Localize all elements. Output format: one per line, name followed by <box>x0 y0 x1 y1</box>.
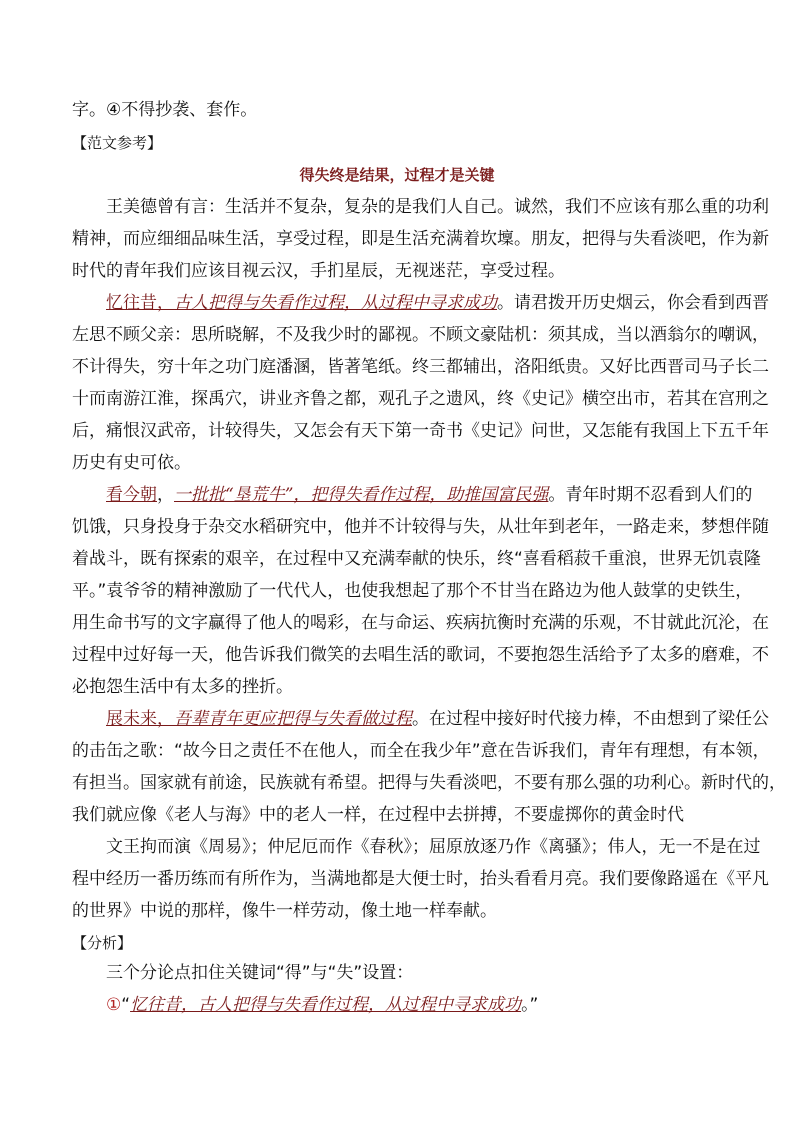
paragraph-3-line-6: 过程中过好每一天，他告诉我们微笑的去唱生活的歌词，不要抱怨生活给予了太多的磨难，不 <box>72 645 769 665</box>
paragraph-3-line-7: 必抱怨生活中有太多的挫折。 <box>72 677 293 697</box>
paragraph-1-line-2: 精神，而应细细品味生活，享受过程，即是生活充满着坎壈。朋友，把得与失看淡吧，作为新 <box>72 229 769 249</box>
analysis-line-1: 三个分论点扣住关键词“得”与“失”设置： <box>106 963 414 983</box>
paragraph-1-line-3: 时代的青年我们应该目视云汉，手扪星辰，无视迷茫，享受过程。 <box>72 261 565 281</box>
thesis-point-2: 一批批“垦荒牛”，把得失看作过程，助推国富民强 <box>174 485 549 505</box>
requirement-line: 字。④不得抄袭、套作。 <box>72 100 258 120</box>
paragraph-2-line-2: 左思不顾父亲：思所晓解，不及我少时的鄙视。不顾文豪陆机：须其成，当以酒翁尔的嘲讽， <box>72 325 769 345</box>
close-quote: 。” <box>521 995 539 1015</box>
thesis-point-3: 吾辈青年更应把得与失看做过程 <box>174 709 412 729</box>
paragraph-4-line-4: 我们就应像《老人与海》中的老人一样，在过程中去拼搏，不要虚掷你的黄金时代 <box>72 805 684 825</box>
paragraph-2-line-6: 历史有史可依。 <box>72 453 191 473</box>
thesis-point-1: 古人把得与失看作过程，从过程中寻求成功 <box>174 293 497 313</box>
open-quote: “ <box>121 995 131 1015</box>
paragraph-3-line-3: 着战斗，既有探索的艰辛，在过程中又充满奉献的快乐，终“喜看稻菽千重浪，世界无饥袁隆 <box>72 549 761 569</box>
highlight-past: 忆往昔， <box>106 293 174 313</box>
section-heading-reference: 【范文参考】 <box>72 134 163 152</box>
circled-number-one: ① <box>106 995 122 1015</box>
analysis-line-2 <box>106 994 732 1016</box>
highlight-present: 看今朝 <box>106 485 157 505</box>
paragraph-1-line-1: 王美德曾有言：生活并不复杂，复杂的是我们人自己。诚然，我们不应该有那么重的功利 <box>106 197 769 217</box>
paragraph-5-line-3: 的世界》中说的那样，像牛一样劳动，像土地一样奉献。 <box>72 901 497 921</box>
paragraph-2-line-4: 十而南游江淮，探禹穴，讲业齐鲁之都，观孔子之遗风，终《史记》横空出市，若其在宫刑之 <box>72 389 769 409</box>
paragraph-4-line-1 <box>106 708 769 730</box>
comma: ， <box>157 485 174 505</box>
paragraph-3-line-5: 用生命书写的文字赢得了他人的喝彩，在与命运、疾病抗衡时充满的乐观，不甘就此沉沦，在 <box>72 613 769 633</box>
paragraph-3-line-1-rest: 。青年时期不忍看到人们的 <box>548 485 753 505</box>
essay-title: 得失终是结果，过程才是关键 <box>299 166 495 184</box>
paragraph-3-line-1 <box>106 484 753 506</box>
paragraph-2-line-3: 不计得失，穷十年之功门庭潘溷，皆著笔纸。终三都辅出，洛阳纸贵。又好比西晋司马子长二 <box>72 357 769 377</box>
paragraph-4-line-1-rest: 。在过程中接好时代接力棒，不由想到了梁任公 <box>412 709 769 729</box>
paragraph-4-line-2: 的击缶之歌：“故今日之责任不在他人，而全在我少年”意在告诉我们，青年有理想，有本领， <box>72 741 770 761</box>
paragraph-4-line-3: 有担当。国家就有前途，民族就有希望。把得与失看淡吧，不要有那么强的功利心。新时代的， <box>72 773 786 793</box>
paragraph-3-line-2: 饥饿，只身投身于杂交水稻研究中，他并不计较得与失，从壮年到老年，一路走来，梦想伴随 <box>72 517 769 537</box>
paragraph-2-line-1 <box>106 292 769 314</box>
paragraph-5-line-1: 文王拘而演《周易》；仲尼厄而作《春秋》；屈原放逐乃作《离骚》；伟人，无一不是在过 <box>106 837 761 857</box>
analysis-thesis-quote: 忆往昔，古人把得与失看作过程，从过程中寻求成功 <box>130 995 522 1015</box>
section-heading-analysis: 【分析】 <box>72 934 133 952</box>
highlight-future: 展未来， <box>106 709 174 729</box>
paragraph-5-line-2: 程中经历一番历练而有所作为，当满地都是大便士时，抬头看看月亮。我们要像路遥在《平凡 <box>72 869 769 889</box>
paragraph-2-line-5: 后，痛恨汉武帝，计较得失，又怎会有天下第一奇书《史记》问世，又怎能有我国上下五千年 <box>72 421 769 441</box>
paragraph-3-line-4: 平。”袁爷爷的精神激励了一代代人，也使我想起了那个不甘当在路边为他人鼓掌的史铁生， <box>72 581 753 601</box>
paragraph-2-line-1-rest: 。请君拨开历史烟云，你会看到西晋 <box>497 293 769 313</box>
